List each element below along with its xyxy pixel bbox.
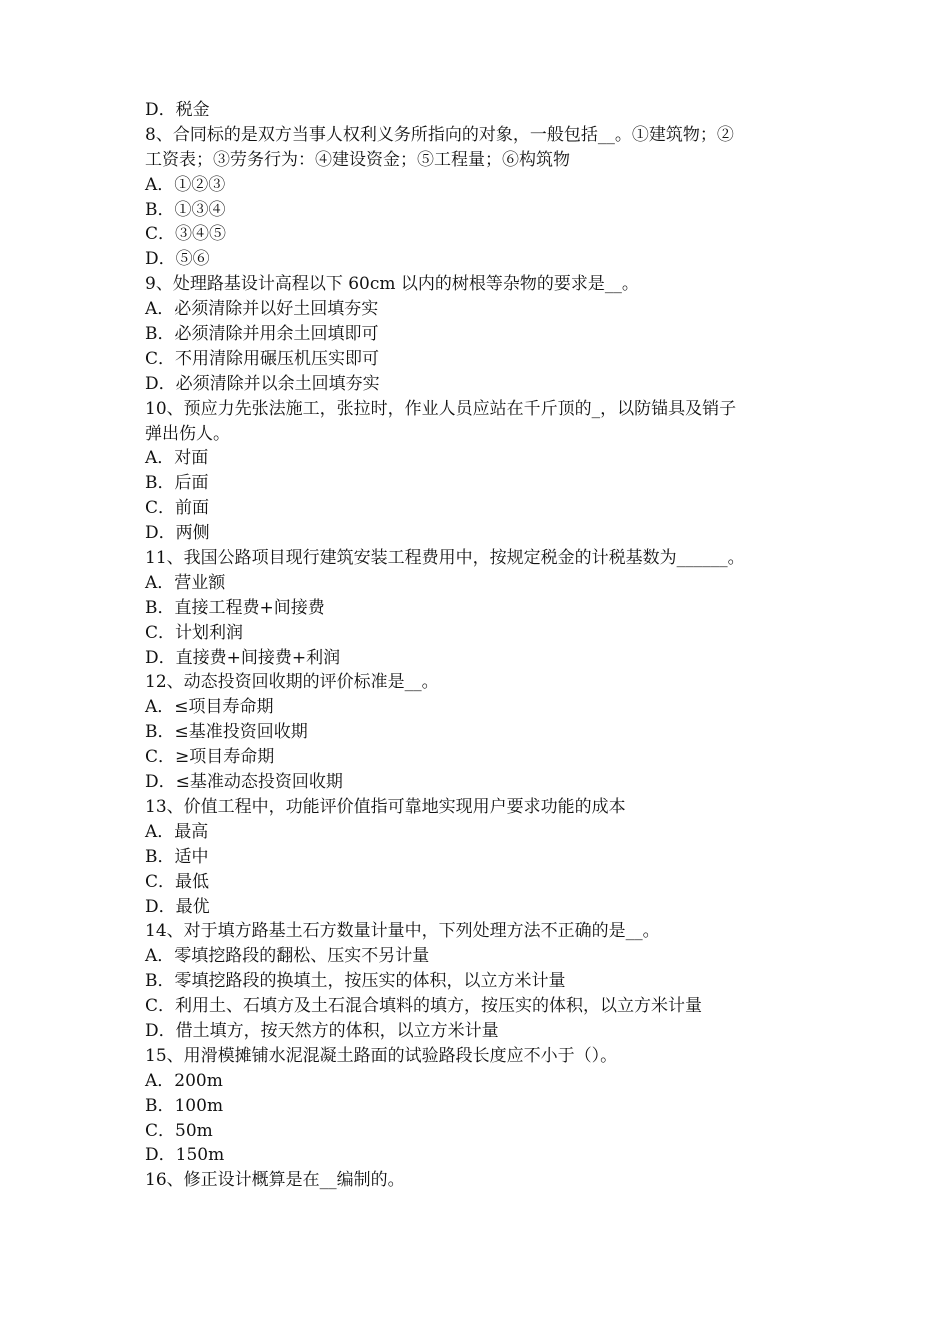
text-line: 15、用滑模摊铺水泥混凝土路面的试验路段长度应不小于（）。 xyxy=(145,1045,618,1066)
text-line: D．最优 xyxy=(145,896,210,917)
text-line: 11、我国公路项目现行建筑安装工程费用中，按规定税金的计税基数为______。 xyxy=(145,548,745,569)
text-line: D．借土填方，按天然方的体积，以立方米计量 xyxy=(145,1020,499,1041)
text-line: A．对面 xyxy=(145,448,209,469)
text-line: D．必须清除并以余土回填夯实 xyxy=(145,373,380,394)
text-line: C．利用土、石填方及土石混合填料的填方，按压实的体积，以立方米计量 xyxy=(145,996,703,1017)
text-line: 16、修正设计概算是在__编制的。 xyxy=(145,1170,405,1191)
text-line: C．③④⑤ xyxy=(145,224,227,245)
text-line: A．必须清除并以好土回填夯实 xyxy=(145,299,379,320)
text-line: B．必须清除并用余土回填即可 xyxy=(145,324,379,345)
text-line: C．50m xyxy=(145,1120,213,1141)
text-line: B．≤基准投资回收期 xyxy=(145,722,308,743)
text-line: D．两侧 xyxy=(145,523,210,544)
text-line: B．后面 xyxy=(145,473,209,494)
text-line: C．计划利润 xyxy=(145,622,244,643)
text-line: A．零填挖路段的翻松、压实不另计量 xyxy=(145,946,430,967)
text-line: C．不用清除用碾压机压实即可 xyxy=(145,348,380,369)
text-line: 9、处理路基设计高程以下 60cm 以内的树根等杂物的要求是__。 xyxy=(145,274,639,295)
text-line: D．≤基准动态投资回收期 xyxy=(145,772,343,793)
text-line: B．适中 xyxy=(145,846,209,867)
text-line: C．最低 xyxy=(145,871,210,892)
text-line: A．200m xyxy=(145,1070,223,1091)
text-line: C．≥项目寿命期 xyxy=(145,747,275,768)
text-line: B．100m xyxy=(145,1095,224,1116)
text-line: B．直接工程费+间接费 xyxy=(145,597,325,618)
text-line: 13、价值工程中，功能评价值指可靠地实现用户要求功能的成本 xyxy=(145,796,626,817)
text-line: A．≤项目寿命期 xyxy=(145,697,274,718)
text-line: 12、动态投资回收期的评价标准是__。 xyxy=(145,672,439,693)
text-line: 工资表；③劳务行为：④建设资金；⑤工程量；⑥构筑物 xyxy=(145,149,570,170)
text-line: A．最高 xyxy=(145,821,209,842)
text-line: D．⑤⑥ xyxy=(145,249,210,270)
text-line: C．前面 xyxy=(145,498,210,519)
text-line: A．①②③ xyxy=(145,174,226,195)
document-body xyxy=(145,98,815,1193)
text-line: D．直接费+间接费+利润 xyxy=(145,647,341,668)
text-line: B．零填挖路段的换填土，按压实的体积，以立方米计量 xyxy=(145,971,566,992)
text-line: 10、预应力先张法施工，张拉时，作业人员应站在千斤顶的_，以防锚具及销子 xyxy=(145,398,737,419)
text-line: D．150m xyxy=(145,1145,225,1166)
text-line: D．税金 xyxy=(145,100,210,120)
text-line: 弹出伤人。 xyxy=(145,423,230,444)
text-line: B．①③④ xyxy=(145,199,226,220)
text-line: A．营业额 xyxy=(145,572,226,593)
text-line: 8、合同标的是双方当事人权利义务所指向的对象，一般包括__。①建筑物；② xyxy=(145,124,734,145)
text-line: 14、对于填方路基土石方数量计量中，下列处理方法不正确的是__。 xyxy=(145,921,660,942)
